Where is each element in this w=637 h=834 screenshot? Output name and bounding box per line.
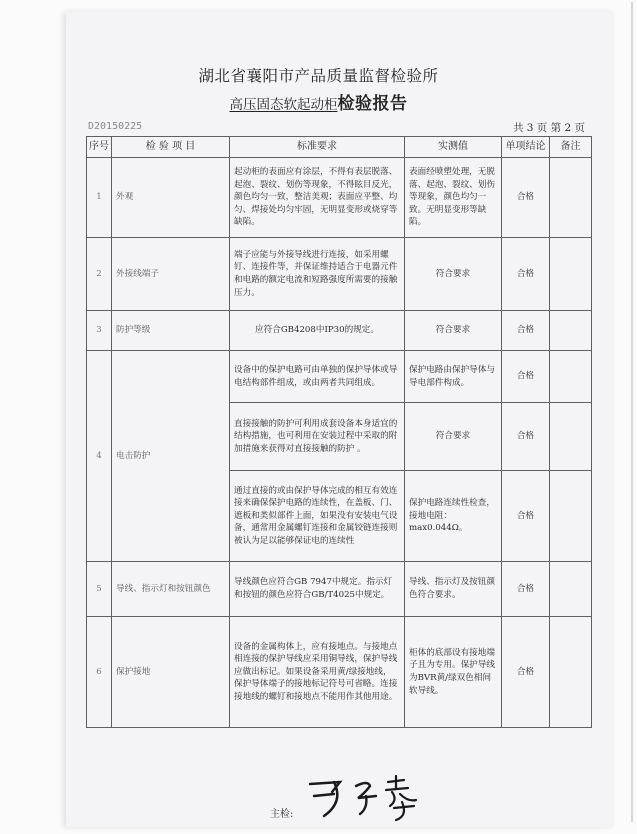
header-standard: 标准要求: [230, 137, 405, 158]
row-item: 防护等级: [112, 311, 230, 351]
row-item: 保护接地: [112, 617, 230, 728]
report-title: [0, 89, 637, 114]
row-note: [550, 403, 592, 471]
row-measured: 导线、指示灯及按钮颜色符合要求。: [405, 562, 502, 617]
row-note: [550, 471, 592, 562]
binding-edge: [631, 2, 633, 822]
row-standard: 导线颜色应符合GB 7947中规定。指示灯和按钮的颜色应符合GB/T4025中规定。: [230, 562, 405, 617]
row-measured: 符合要求: [405, 311, 502, 351]
report-code: D20150225: [88, 121, 143, 132]
row-result: 合格: [502, 403, 550, 471]
row-measured: 符合要求: [405, 238, 502, 311]
header-result: 单项结论: [502, 137, 550, 158]
row-result: 合格: [502, 311, 550, 351]
table-row: [87, 158, 592, 238]
row-result: 合格: [502, 562, 550, 617]
row-standard: 设备中的保护电路可由单独的保护导体或导电结构部件组成，或由两者共同组成。: [230, 351, 405, 403]
row-no: 6: [87, 617, 112, 728]
row-note: [550, 562, 592, 617]
table-row: [87, 562, 592, 617]
row-note: [550, 238, 592, 311]
table-header-row: [87, 137, 592, 158]
row-result: 合格: [502, 238, 550, 311]
inspector-label: 主检:: [270, 809, 294, 820]
header-item: 检 验 项 目: [112, 137, 230, 158]
row-result: 合格: [502, 158, 550, 238]
row-measured: 保护电路由保护导体与导电部件构成。: [405, 351, 502, 403]
row-item: 外观: [112, 158, 230, 238]
institution-name: 湖北省襄阳市产品质量监督检验所: [198, 67, 439, 85]
row-no: 4: [87, 351, 112, 562]
report-title-suffix: 检验报告: [337, 94, 408, 114]
row-result: 合格: [502, 617, 550, 728]
row-note: [550, 617, 592, 728]
product-name: 高压固态软起动柜: [229, 97, 338, 113]
row-no: 2: [87, 238, 112, 311]
row-no: 3: [87, 311, 112, 351]
table-row: [87, 351, 592, 403]
row-item: 外接线端子: [112, 238, 230, 311]
row-standard: 设备的金属构体上，应有接地点。与接地点相连接的保护导线应采用铜导线，保护导线应做出标记。如果设备采用黄/绿接地线，保护导体端子的接地标记符号可省略。连接接地线的螺钉和接地点不能用作其他用途。: [230, 617, 405, 728]
row-no: 1: [87, 158, 112, 238]
header-note: 备注: [550, 137, 592, 158]
row-result: 合格: [502, 351, 550, 403]
row-item: 导线、指示灯和按钮颜色: [112, 562, 230, 617]
signature: [304, 772, 444, 822]
row-note: [550, 311, 592, 351]
row-standard: 直接接触的防护可利用成套设备本身适宜的结构措施，也可利用在安装过程中采取的附加措施来获得对直接接触的防护 。: [230, 403, 405, 471]
row-standard: 应符合GB4208中IP30的规定。: [230, 311, 405, 351]
table-row: [87, 311, 592, 351]
row-measured: 表面经喷塑处理，无脱落、起泡、裂纹、划伤等现象，颜色均匀一致。无明显变形等缺陷。: [405, 158, 502, 238]
row-measured: 柜体的底部设有接地端子且为专用。保护导线为BVR黄/绿双色相间软导线。: [405, 617, 502, 728]
table-row: [87, 238, 592, 311]
header-measured: 实测值: [405, 137, 502, 158]
row-measured: 保护电路连续性检查，接地电阻：max0.044Ω。: [405, 471, 502, 562]
row-standard: 起动柜的表面应有涂层，不得有表层脱落、起泡、裂纹、划伤等现象，不得眩目反光，颜色均匀一致，整洁美观；表面应平整、均匀、焊接处均匀牢固，无明显变形或烧穿等缺陷。: [230, 158, 405, 238]
inspection-table: [86, 136, 592, 728]
table-row: [87, 617, 592, 728]
row-measured: 符合要求: [405, 403, 502, 471]
row-note: [550, 158, 592, 238]
row-standard: 通过直接的或由保护导体完成的相互有效连接来确保保护电路的连续性，在盖板、门、遮板和类似部件上面，如果没有安装电气设备，通常用金属螺钉连接和金属铰链连接则被认为足以能够保证电的连续性: [230, 471, 405, 562]
header-no: 序号: [87, 137, 112, 158]
row-note: [550, 351, 592, 403]
row-item: 电击防护: [112, 351, 230, 562]
row-result: 合格: [502, 471, 550, 562]
page-info: 共 3 页 第 2 页: [512, 122, 585, 134]
row-standard: 端子应能与外接导线进行连接，如采用螺钉、连接件等，并保证维持适合于电器元件和电路的额定电流和短路强度所需要的接触压力。: [230, 238, 405, 311]
row-no: 5: [87, 562, 112, 617]
